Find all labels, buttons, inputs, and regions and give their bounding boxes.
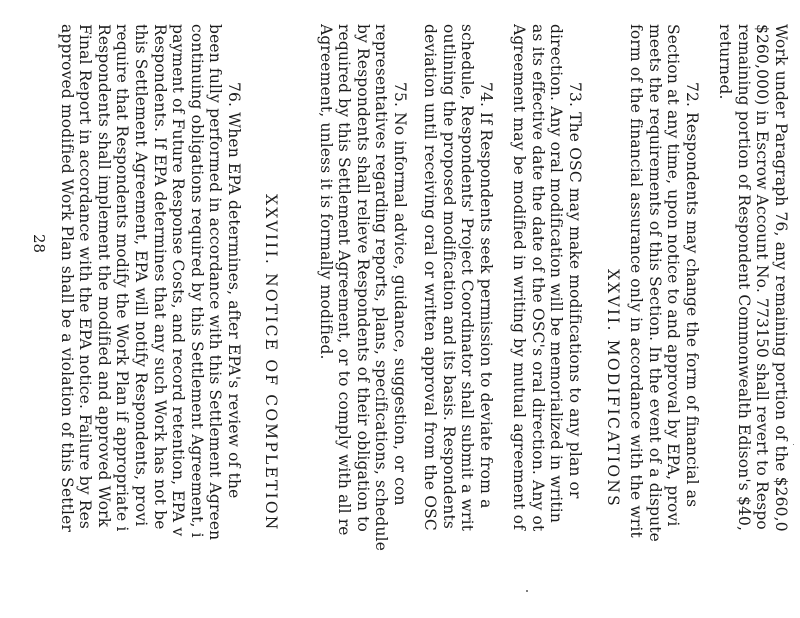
page-number: 28 xyxy=(30,234,48,254)
paragraph-line: meets the requirements of this Section. In the event of a dispute xyxy=(645,24,664,542)
paragraph-line: returned. xyxy=(716,24,735,100)
paragraph-line: 74. If Respondents seek permission to deviate from a xyxy=(477,82,495,509)
paragraph-line: by Respondents shall relieve Respondents of their obligation to xyxy=(353,24,372,533)
paragraph-line: $260,000) in Escrow Account No. 773150 shall revert to Respo xyxy=(753,24,772,530)
paragraph-line: Section at any time, upon notice to and approval by EPA, provi xyxy=(664,24,683,527)
paragraph-line: direction. Any oral modification will be memorialized in writin xyxy=(547,24,566,523)
paragraph-line: Final Report in accordance with the EPA notice. Failure by Res xyxy=(76,24,95,529)
paragraph-line: been fully performed in accordance with this Settlement Agreen xyxy=(206,24,225,541)
section-heading: XXVII. MODIFICATIONS xyxy=(604,269,622,508)
paragraph-line: Respondents shall implement the modified and approved Work xyxy=(94,24,113,528)
paragraph-line: deviation until receiving oral or written approval from the OSC xyxy=(421,24,440,531)
paragraph-line: outlining the proposed modification and its basis. Respondents xyxy=(439,24,458,530)
paragraph-line: 75. No informal advice, guidance, suggestion, or con xyxy=(391,82,409,506)
scan-speck xyxy=(526,590,528,592)
paragraph-line: remaining portion of Respondent Commonwealth Edison's $40, xyxy=(734,24,753,532)
paragraph-line: 72. Respondents may change the form of financial as xyxy=(683,82,701,508)
paragraph-line: payment of Future Response Costs, and record retention, EPA v xyxy=(169,24,188,537)
paragraph-line: form of the financial assurance only in accordance with the writ xyxy=(627,24,646,538)
section-heading: XXVIII. NOTICE OF COMPLETION xyxy=(262,194,280,532)
scan-speck xyxy=(793,444,794,445)
paragraph-line: Agreement, unless it is formally modified. xyxy=(316,24,335,360)
paragraph-line: require that Respondents modify the Work Plan if appropriate i xyxy=(113,24,132,532)
paragraph-line: Agreement may be modified in writing by mutual agreement of xyxy=(510,24,529,531)
paragraph-line: as its effective date the date of the OSC's oral direction. Any ot xyxy=(528,24,547,532)
rotated-document-page xyxy=(0,24,800,594)
paragraph-line: Work under Paragraph 76, any remaining portion of the $260,0 xyxy=(772,24,790,532)
paragraph-line: approved modified Work Plan shall be a violation of this Settler xyxy=(57,24,76,533)
paragraph-line: Respondents. If EPA determines that any such Work has not be xyxy=(150,24,169,530)
paragraph-line: 76. When EPA determines, after EPA's review of the xyxy=(225,82,243,499)
paragraph-line: schedule, Respondents' Project Coordinator shall submit a writ xyxy=(458,24,477,532)
paragraph-line: this Settlement Agreement, EPA will notify Respondents, provi xyxy=(132,24,150,527)
paragraph-line: representatives regarding reports, plans, specifications, schedule xyxy=(372,24,391,552)
paragraph-line: continuing obligations required by this Settlement Agreement, i xyxy=(187,24,206,538)
paragraph-line: 73. The OSC may make modifications to any plan or xyxy=(566,82,584,499)
paragraph-line: required by this Settlement Agreement, or to comply with all re xyxy=(335,24,354,536)
